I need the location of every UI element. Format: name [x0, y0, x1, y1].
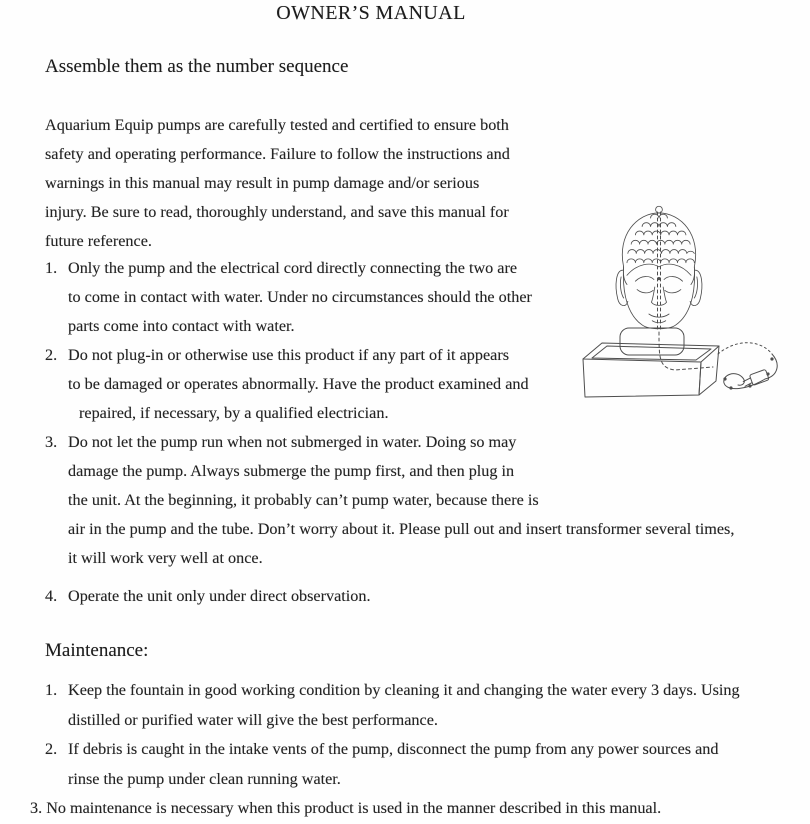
text-line: it will work very well at once.	[68, 549, 263, 567]
buddha-fountain-drawing	[575, 182, 810, 417]
list-item-number: 1.	[45, 681, 58, 699]
list-item-number: 3.	[45, 433, 58, 451]
list-item	[45, 428, 734, 573]
power-cord	[718, 343, 777, 389]
list-item-text	[68, 428, 734, 573]
list-item-number: 2.	[45, 346, 58, 364]
text-line: Operate the unit only under direct observation.	[68, 587, 371, 605]
fountain-basin	[583, 343, 719, 397]
text-line: the unit. At the beginning, it probably can’t pump water, because there is	[68, 491, 539, 509]
text-line: 3. No maintenance is necessary when this product is used in the manner described in this manual.	[30, 799, 662, 817]
page-title: OWNER’S MANUAL	[276, 2, 466, 24]
list-item	[45, 676, 740, 735]
list-item-text	[68, 341, 529, 428]
list-item-text	[68, 735, 718, 794]
list-item	[45, 735, 740, 794]
buddha-head	[616, 206, 702, 329]
urna-dot	[658, 277, 660, 279]
fountain-pedestal	[620, 328, 684, 355]
text-line: safety and operating performance. Failure to follow the instructions and	[45, 145, 510, 163]
text-line: air in the pump and the tube. Don’t worry about it. Please pull out and insert transformer several times,	[68, 520, 735, 538]
text-line: parts come into contact with water.	[68, 317, 295, 335]
text-line: warnings in this manual may result in pump damage and/or serious	[45, 174, 480, 192]
text-line: Do not plug-in or otherwise use this product if any part of it appears	[68, 346, 510, 364]
text-line: damage the pump. Always submerge the pump first, and then plug in	[68, 462, 515, 480]
list-item-text	[68, 676, 740, 735]
text-line: Keep the fountain in good working condition by cleaning it and changing the water every 3 days. Using	[68, 681, 740, 699]
maintenance-list	[30, 676, 740, 824]
list-item-number: 2.	[45, 740, 58, 758]
text-line: to be damaged or operates abnormally. Have the product examined and	[68, 375, 529, 393]
text-line: to come in contact with water. Under no circumstances should the other	[68, 288, 532, 306]
list-item-number: 4.	[45, 587, 58, 605]
text-line: If debris is caught in the intake vents of the pump, disconnect the pump from any power sources and	[68, 740, 719, 758]
list-item-text	[68, 582, 371, 611]
text-line: future reference.	[45, 232, 152, 250]
text-line: distilled or purified water will give the best performance.	[68, 710, 438, 729]
intro-paragraph	[45, 111, 510, 256]
list-item-text	[68, 254, 532, 341]
assemble-heading: Assemble them as the number sequence	[45, 56, 349, 77]
maintenance-heading: Maintenance:	[45, 640, 149, 661]
buddha-fountain-illustration	[575, 182, 810, 417]
text-line: Only the pump and the electrical cord directly connecting the two are	[68, 259, 518, 277]
list-item	[45, 582, 734, 611]
list-item-number: 1.	[45, 259, 58, 277]
text-line: Aquarium Equip pumps are carefully tested and certified to ensure both	[45, 116, 509, 134]
text-line: repaired, if necessary, by a qualified electrician.	[79, 404, 389, 422]
text-line: Do not let the pump run when not submerged in water. Doing so may	[68, 433, 517, 451]
text-line: rinse the pump under clean running water.	[68, 769, 341, 788]
text-line: injury. Be sure to read, thoroughly understand, and save this manual for	[45, 203, 509, 221]
